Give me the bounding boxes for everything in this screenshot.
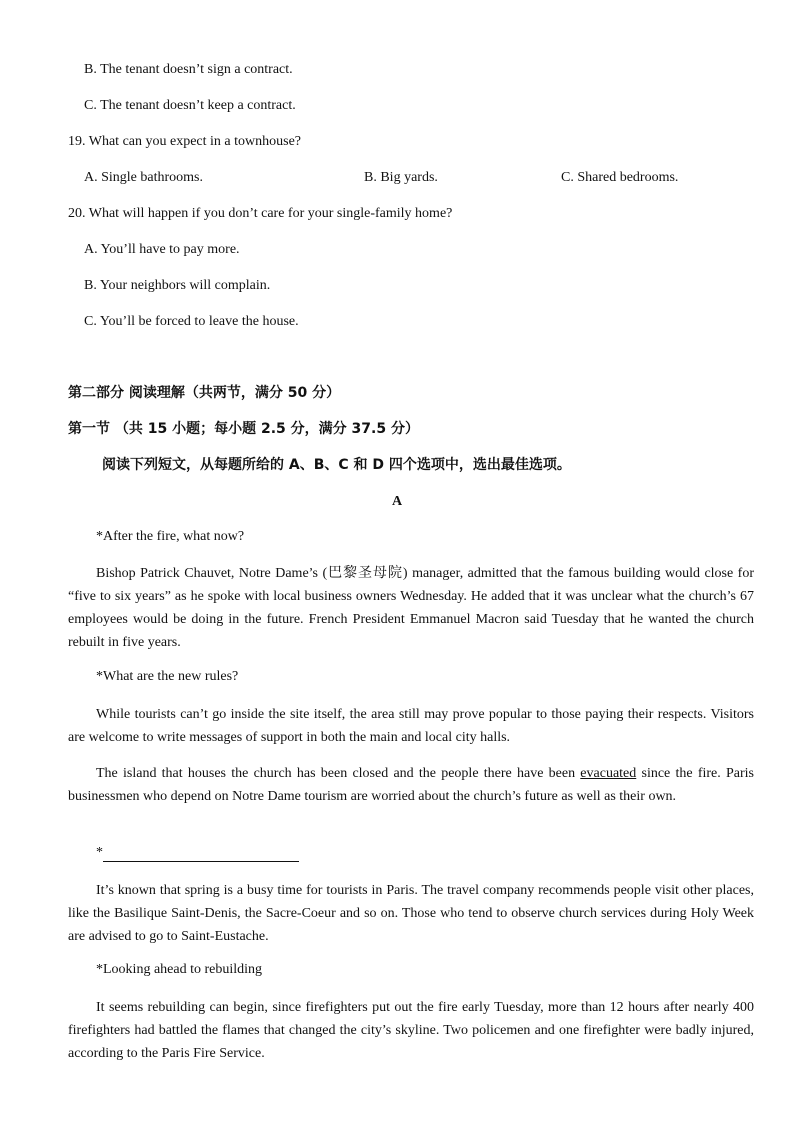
q19-option-a: A. Single bathrooms. [84, 170, 203, 185]
paragraph-2 [68, 703, 754, 749]
q20-option-c: C. You’ll be forced to leave the house. [84, 314, 299, 329]
q19-option-b: B. Big yards. [364, 170, 438, 185]
paragraph-4-text: It’s known that spring is a busy time for tourists in Paris. The travel company recommends people visit other places, like the Basilique Saint-Denis, the Sacre-Coeur and so on. Those who tend to observe church services during Holy Week are advised to go to Saint-Eustache. [68, 883, 754, 944]
paragraph-3 [68, 762, 754, 808]
instruction: 阅读下列短文，从每题所给的 A、B、C 和 D 四个选项中，选出最佳选项。 [102, 457, 571, 473]
paragraph-2-text: While tourists can’t go inside the site itself, the area still may prove popular to those paying their respects. Visitors are welcome to write messages of support in both the main and local city halls. [68, 707, 754, 745]
paragraph-5 [68, 996, 754, 1065]
passage-label: A [391, 494, 403, 509]
q20-stem: 20. What will happen if you don’t care for your single-family home? [68, 206, 453, 221]
paragraph-1 [68, 562, 754, 654]
paragraph-4 [68, 879, 754, 948]
underlined-word-evacuated: evacuated [580, 766, 637, 781]
paragraph-3-text-before: The island that houses the church has been closed and the people there have been [96, 766, 581, 781]
section-title: 第一节 （共 15 小题；每小题 2.5 分，满分 37.5 分） [68, 421, 419, 437]
fill-in-blank-line [103, 849, 299, 862]
subheading-new-rules: *What are the new rules? [96, 669, 239, 684]
q19-option-c: C. Shared bedrooms. [561, 170, 679, 185]
paragraph-1-text: Bishop Patrick Chauvet, Notre Dame’s (巴黎圣母院) manager, admitted that the famous building would close for “five to six years” as he spoke with local business owners Wednesday. He added that it was unclear what the church’s 67 employees would be doing in the future. French President Emmanuel Macron said Tuesday that he wanted the church rebuilt in five years. [68, 566, 754, 650]
subheading-blank-prefix: * [96, 845, 103, 860]
paragraph-5-text: It seems rebuilding can begin, since firefighters put out the fire early Tuesday, more than 12 hours after nearly 400 firefighters had battled the flames that changed the city’s skyline. Two policemen and one firefighter were badly injured, according to the Paris Fire Service. [68, 1000, 754, 1061]
q20-option-b: B. Your neighbors will complain. [84, 278, 271, 293]
q18-option-b: B. The tenant doesn’t sign a contract. [84, 62, 293, 77]
q18-option-c: C. The tenant doesn’t keep a contract. [84, 98, 296, 113]
subheading-after-fire: *After the fire, what now? [96, 529, 245, 544]
subheading-rebuilding: *Looking ahead to rebuilding [96, 962, 263, 977]
q20-option-a: A. You’ll have to pay more. [84, 242, 240, 257]
paragraph-3-text-after: since the fire. Paris businessmen who depend on Notre Dame tourism are worried about the church’s future as well as their own. [68, 766, 754, 804]
q19-stem: 19. What can you expect in a townhouse? [68, 134, 302, 149]
subheading-blank [96, 844, 299, 862]
part-title: 第二部分 阅读理解（共两节，满分 50 分） [68, 385, 341, 401]
